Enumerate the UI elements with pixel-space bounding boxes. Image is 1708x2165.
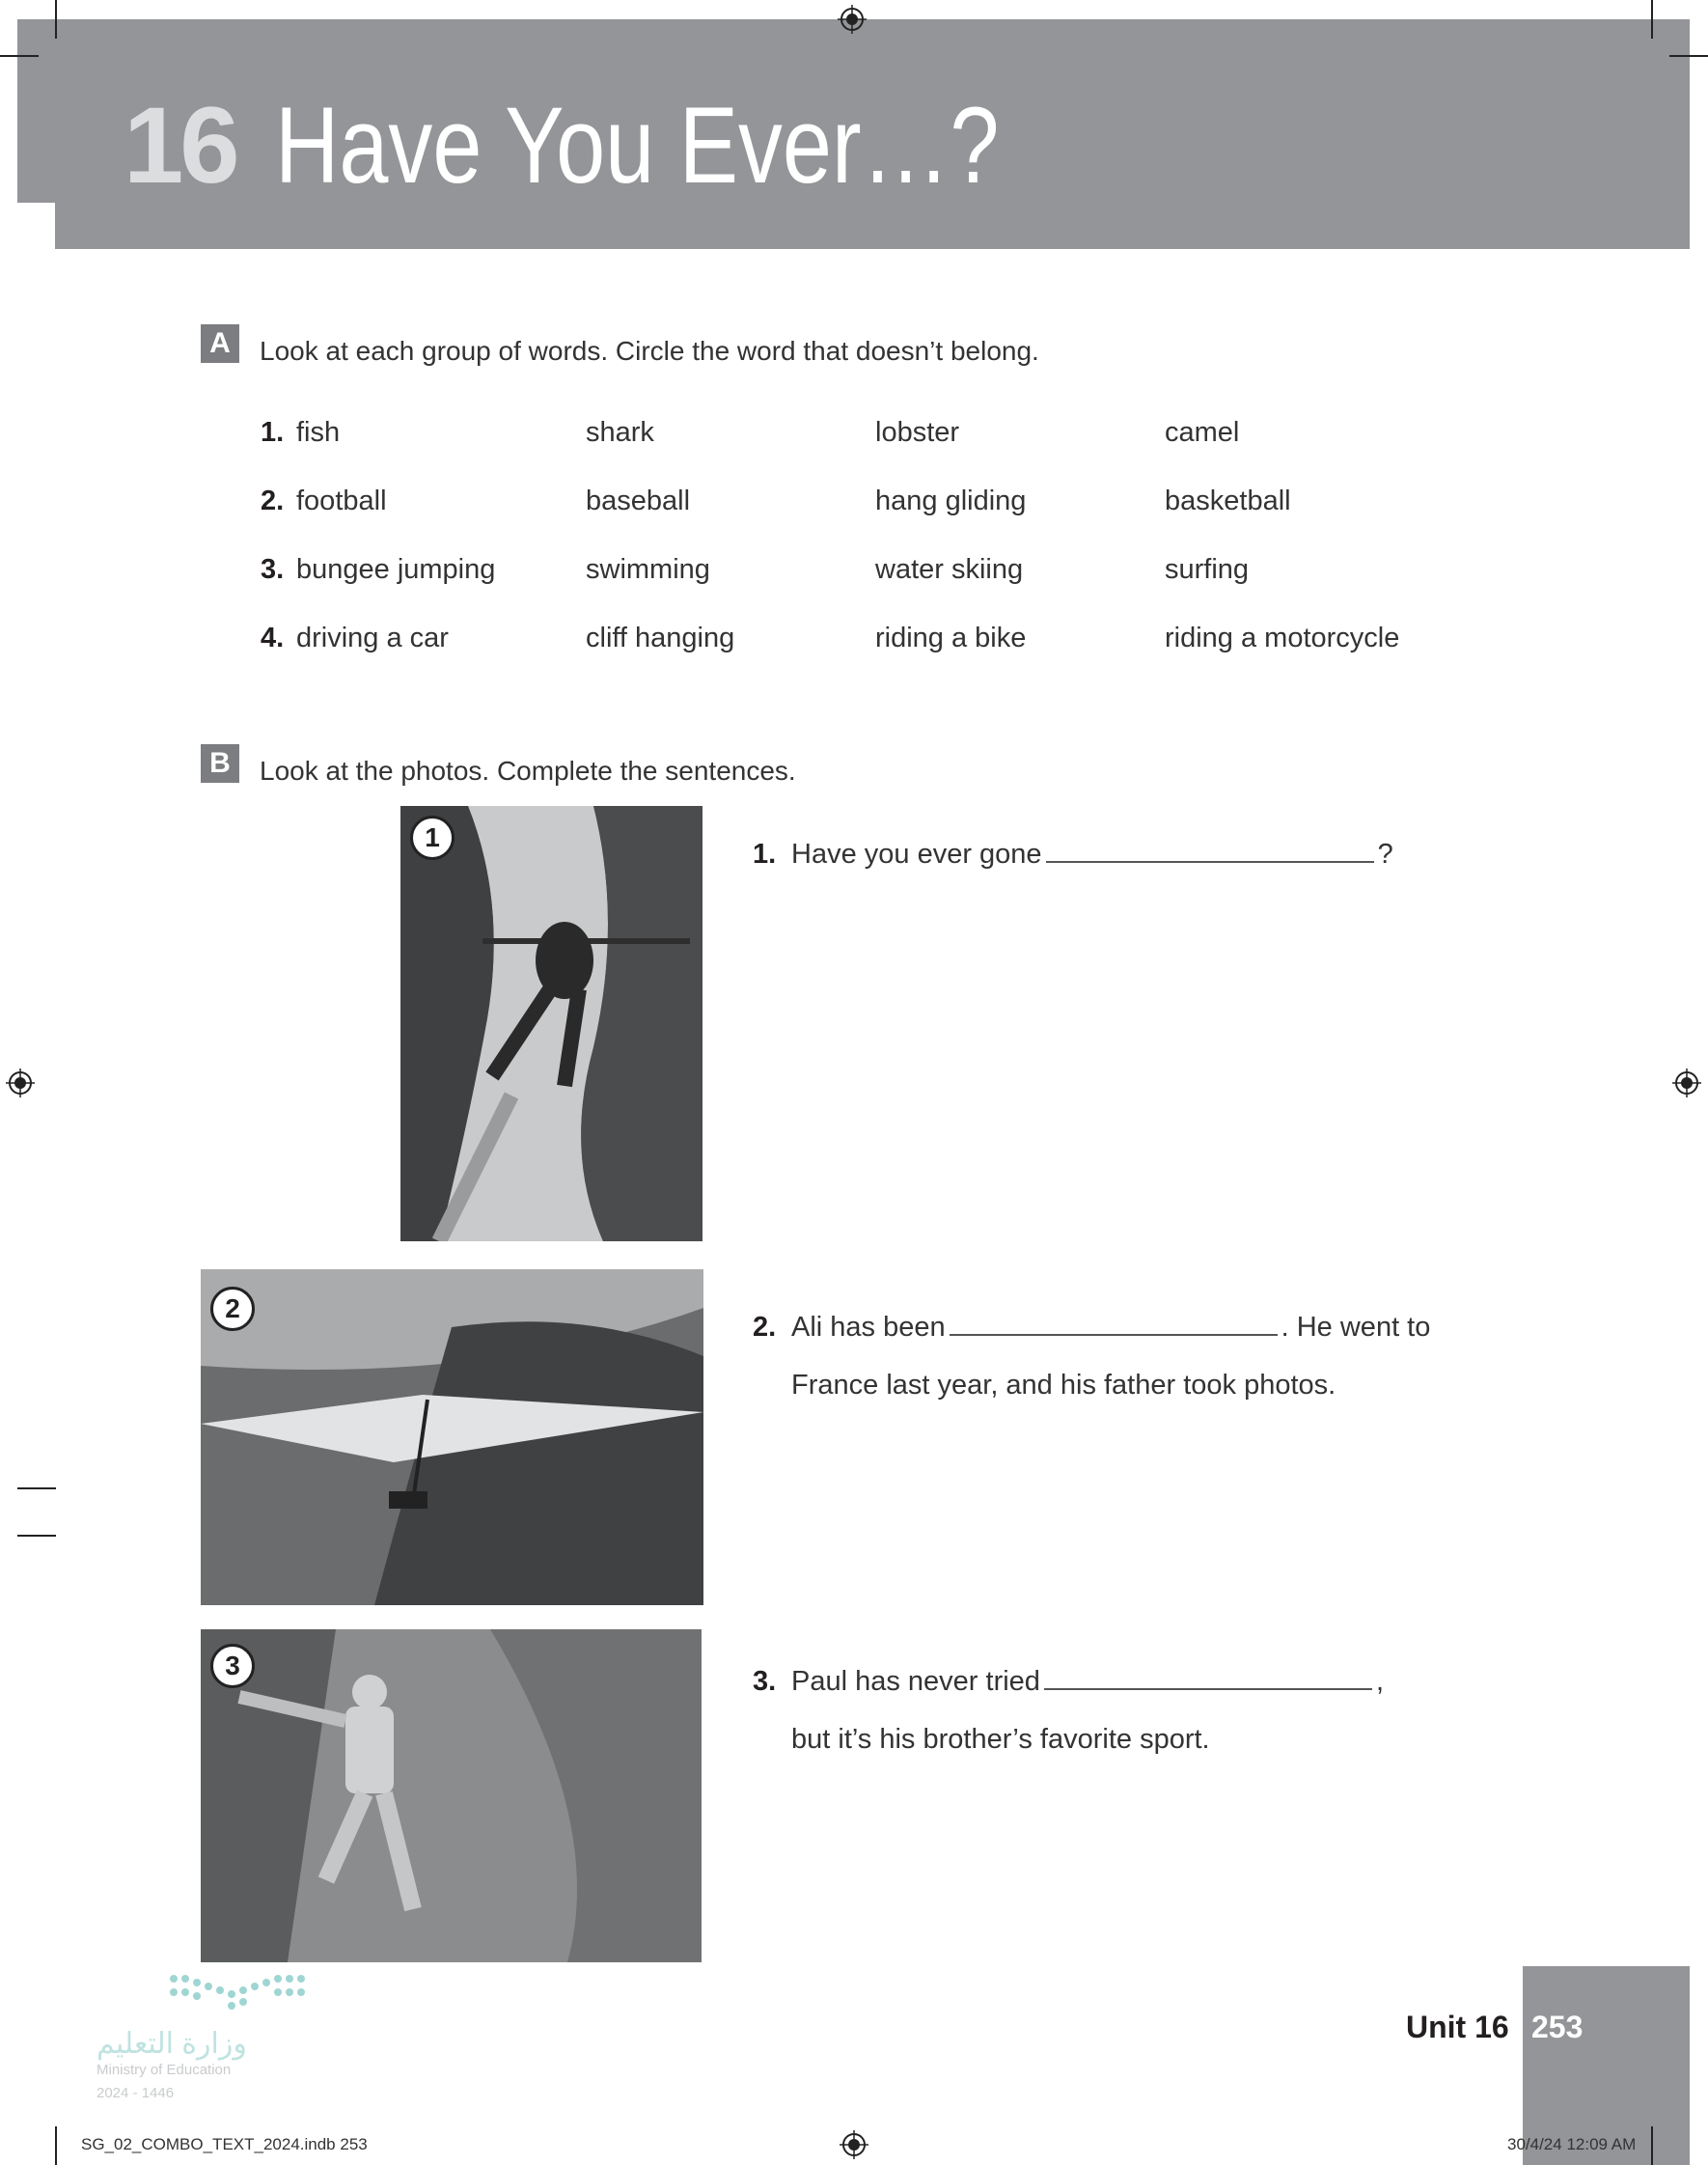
header-tab — [17, 19, 56, 203]
word-option[interactable]: cliff hanging — [586, 623, 735, 653]
crop-mark — [0, 55, 39, 57]
photo-number-badge: 2 — [210, 1287, 255, 1331]
registration-mark-icon — [1672, 1069, 1701, 1097]
word-option[interactable]: lobster — [875, 417, 960, 448]
word-option[interactable]: water skiing — [875, 554, 1024, 585]
section-b-instruction: Look at the photos. Complete the sentences. — [260, 756, 796, 786]
photo-number-badge: 3 — [210, 1644, 255, 1688]
page-number: 253 — [1531, 2010, 1584, 2044]
print-file-name: SG_02_COMBO_TEXT_2024.indb 253 — [81, 2135, 368, 2153]
answer-blank[interactable] — [950, 1313, 1278, 1336]
sentence-1 — [753, 825, 1621, 883]
registration-mark-icon — [838, 5, 867, 34]
crop-mark — [1651, 2126, 1653, 2165]
crop-mark — [1651, 0, 1653, 39]
word-group-row — [261, 417, 1515, 456]
row-number: 2. — [261, 486, 285, 516]
row-number: 1. — [261, 417, 285, 448]
registration-mark-icon — [840, 2130, 868, 2159]
section-b-badge: B — [201, 744, 239, 783]
word-option[interactable]: basketball — [1165, 486, 1291, 516]
page-title: Have You Ever…? — [275, 85, 1000, 206]
row-number: 3. — [261, 554, 285, 585]
ministry-name-arabic: وزارة التعليم — [96, 2028, 247, 2060]
ministry-name-english: Ministry of Education — [96, 2062, 232, 2078]
crop-mark — [55, 2126, 57, 2165]
word-option[interactable]: football — [296, 486, 387, 516]
answer-blank[interactable] — [1046, 840, 1374, 863]
sentence-text: ? — [1377, 839, 1393, 870]
word-option[interactable]: fish — [296, 417, 341, 448]
word-option[interactable]: driving a car — [296, 623, 449, 653]
answer-blank[interactable] — [1044, 1667, 1372, 1690]
unit-number: 16 — [124, 85, 236, 206]
word-group-row — [261, 623, 1515, 661]
word-group-row — [261, 554, 1515, 593]
sentence-text: Ali has been — [791, 1312, 946, 1343]
sentence-text: Have you ever gone — [791, 839, 1042, 870]
word-group-row — [261, 486, 1515, 524]
word-option[interactable]: hang gliding — [875, 486, 1027, 516]
sentence-continuation: but it’s his brother’s favorite sport. — [791, 1724, 1210, 1755]
word-option[interactable]: baseball — [586, 486, 691, 516]
photo-bungee-jumping — [400, 806, 702, 1241]
sentence-text: . He went to — [1281, 1312, 1431, 1343]
word-option[interactable]: riding a bike — [875, 623, 1027, 653]
crop-mark — [1669, 55, 1708, 57]
word-option[interactable]: camel — [1165, 417, 1240, 448]
crop-mark — [17, 1535, 56, 1537]
sentence-2 — [753, 1298, 1621, 1414]
unit-label: Unit 16 — [1406, 2010, 1509, 2044]
crop-mark — [55, 0, 57, 39]
sentence-number: 1. — [753, 839, 777, 870]
sentence-text: Paul has never tried — [791, 1666, 1040, 1697]
sentence-number: 2. — [753, 1312, 777, 1343]
sentence-text: , — [1375, 1666, 1384, 1697]
photo-number-badge: 1 — [410, 816, 455, 860]
photo-rock-climbing — [201, 1629, 702, 1962]
print-date: 30/4/24 12:09 AM — [1507, 2135, 1637, 2153]
word-option[interactable]: shark — [586, 417, 654, 448]
word-option[interactable]: riding a motorcycle — [1165, 623, 1400, 653]
sentence-3 — [753, 1652, 1621, 1768]
ministry-logo-icon — [164, 1969, 318, 2017]
sentence-continuation: France last year, and his father took photos. — [791, 1370, 1336, 1401]
word-option[interactable]: surfing — [1165, 554, 1250, 585]
ministry-year: 2024 - 1446 — [96, 2085, 175, 2101]
section-a-badge: A — [201, 324, 239, 363]
word-option[interactable]: swimming — [586, 554, 710, 585]
crop-mark — [17, 1487, 56, 1489]
section-a-instruction: Look at each group of words. Circle the word that doesn’t belong. — [260, 336, 1039, 366]
photo-hang-gliding — [201, 1269, 703, 1605]
registration-mark-icon — [6, 1069, 35, 1097]
word-option[interactable]: bungee jumping — [296, 554, 496, 585]
sentence-number: 3. — [753, 1666, 777, 1697]
row-number: 4. — [261, 623, 285, 653]
